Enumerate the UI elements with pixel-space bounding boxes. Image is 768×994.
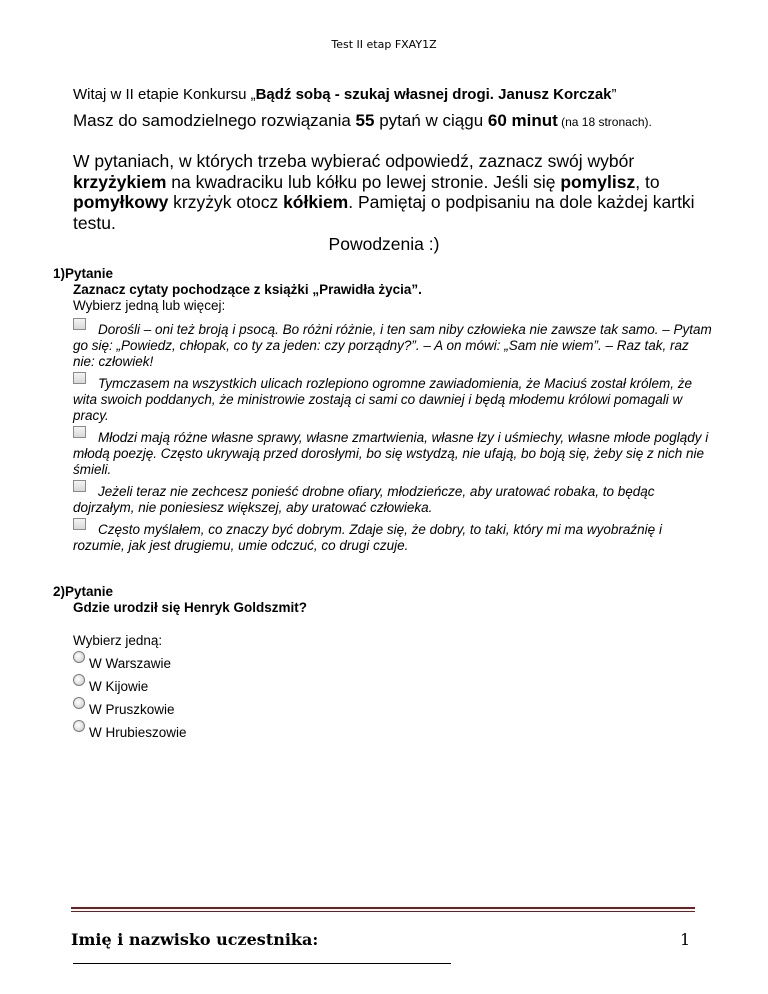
time-minutes: 60 minut — [487, 111, 558, 130]
question-2 — [53, 584, 713, 741]
question-2-instruction: Wybierz jedną: — [73, 633, 163, 648]
instr-bold-1: krzyżykiem — [73, 171, 167, 192]
checkbox[interactable] — [73, 426, 86, 438]
good-luck: Powodzenia :) — [328, 234, 440, 254]
option-text: Często myślałem, co znaczy być dobrym. Zdaje się, że dobry, to taki, który mi ma wyobraźnię i rozumie, jak jest drugiemu, umie odczuć, co drugi czuje. — [73, 522, 662, 553]
question-number: 1) — [53, 266, 66, 281]
footer-divider — [71, 907, 695, 909]
answer-option — [53, 430, 713, 478]
checkbox[interactable] — [73, 518, 86, 530]
question-1 — [53, 266, 713, 554]
instr-bold-4: kółkiem — [283, 192, 349, 212]
radio-option — [53, 718, 713, 741]
checkbox[interactable] — [73, 372, 86, 384]
question-2-text: Gdzie urodził się Henryk Goldszmit? — [73, 600, 308, 615]
option-text: W Hrubieszowie — [89, 725, 187, 740]
question-1-instruction: Wybierz jedną lub więcej: — [73, 298, 226, 313]
welcome-suffix: ” — [611, 86, 617, 103]
question-1-text: Zaznacz cytaty pochodzące z książki „Prawidła życia”. — [73, 282, 422, 297]
footer-divider-thin — [71, 911, 695, 912]
time-text-2: pytań w ciągu — [374, 111, 488, 130]
instr-text-d: , to — [635, 171, 660, 192]
question-1-header — [53, 266, 713, 282]
option-text: W Warszawie — [89, 656, 172, 671]
contest-name: Bądź sobą - szukaj własnej drogi. Janusz Korczak — [255, 86, 612, 103]
welcome-prefix: Witaj w II etapie Konkursu „ — [73, 86, 256, 103]
time-info — [73, 111, 713, 132]
footer-label: Imię i nazwisko uczestnika: — [71, 930, 319, 949]
question-2-header — [53, 584, 713, 600]
name-underline[interactable] — [73, 949, 451, 964]
instr-text-e: krzyżyk otocz — [168, 192, 284, 212]
welcome-line — [73, 86, 713, 103]
instr-bold-2: pomylisz — [560, 171, 636, 192]
radio-button[interactable] — [73, 674, 85, 686]
question-count: 55 — [355, 111, 375, 130]
page-header: Test II etap FXAY1Z — [331, 38, 437, 51]
radio-option — [53, 695, 713, 718]
option-text: W Pruszkowie — [89, 702, 175, 717]
checkbox[interactable] — [73, 480, 86, 492]
question-label: Pytanie — [65, 584, 114, 599]
option-text: Jeżeli teraz nie zechcesz ponieść drobne ofiary, młodzieńcze, aby uratować robaka, to będąc dojrzałym, nie poniesiesz większej, aby uratować człowieka. — [73, 484, 655, 515]
radio-option — [53, 672, 713, 695]
option-text: Tymczasem na wszystkich ulicach rozlepiono ogromne zawiadomienia, że Maciuś został królem, że wita swoich poddanych, że ministrowie zostają ci sami co dawniej i będą młodemu królowi pomagali w pracy. — [73, 376, 692, 423]
radio-button[interactable] — [73, 651, 85, 663]
answer-option — [53, 484, 713, 516]
instructions — [73, 151, 713, 233]
answer-option — [53, 522, 713, 554]
instr-bold-3: pomyłkowy — [73, 192, 169, 212]
option-text: Młodzi mają różne własne sprawy, własne zmartwienia, własne łzy i uśmiechy, własne młode poglądy i młodą poezję. Często ukrywają przed dorosłymi, bo się wstydzą, nie ufają, bo boją się, żeby się z nich nie śmieli. — [73, 430, 709, 477]
footer-name-field — [71, 930, 693, 968]
option-text: Dorośli – oni też broją i psocą. Bo różni różnie, i ten sam niby człowieka nie zawsze tak samo. – Pytam go się: „Powiedz, chłopak, co ty za jeden: czy porządny?”. – A on mówi: „Sam nie wiem”. – Raz tak, raz nie: człowiek! — [73, 322, 712, 369]
instr-text-c: na kwadraciku lub kółku po lewej stronie. Jeśli się — [166, 171, 561, 192]
radio-button[interactable] — [73, 720, 85, 732]
instr-text-a: W pytaniach, w których trzeba wybierać odpowiedź, zaznacz swój wybór — [73, 151, 635, 171]
radio-button[interactable] — [73, 697, 85, 709]
page-count-note: (na 18 stronach). — [557, 115, 652, 129]
radio-option — [53, 649, 713, 672]
page-number: 1 — [680, 930, 691, 949]
option-text: W Kijowie — [89, 679, 149, 694]
question-number: 2) — [53, 584, 66, 599]
question-label: Pytanie — [65, 266, 114, 281]
answer-option — [53, 322, 713, 370]
answer-option — [53, 376, 713, 424]
time-text: Masz do samodzielnego rozwiązania — [73, 111, 356, 130]
checkbox[interactable] — [73, 318, 86, 330]
instr-text-f: . Pamiętaj o podpisaniu na dole każdej kartki testu. — [73, 192, 695, 233]
